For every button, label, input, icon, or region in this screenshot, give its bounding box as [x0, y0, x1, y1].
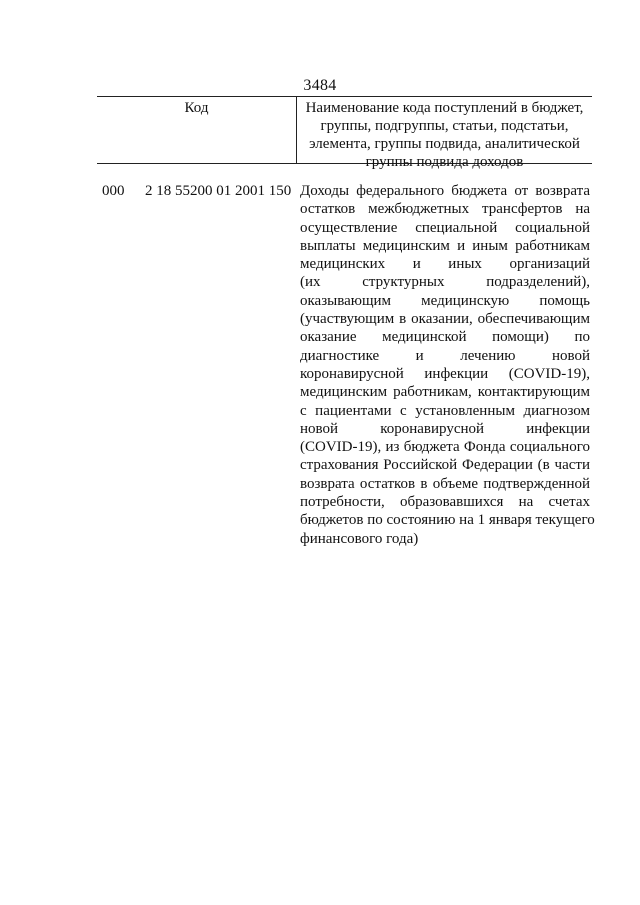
description-line: оказывающим медицинскую помощь	[300, 292, 590, 309]
description-line: медицинским работникам, контактирующим	[300, 384, 590, 401]
description-line: диагностике и лечению новой	[300, 347, 590, 364]
description-line: медицинских и иных организаций	[300, 256, 590, 273]
description-line: (участвующим в оказании, обеспечивающим	[300, 311, 590, 328]
description-line: потребности, образовавшихся на счетах	[300, 494, 590, 511]
description-line: страхования Российской Федерации (в части	[300, 457, 590, 474]
header-name-line: группы подвида доходов	[365, 154, 524, 170]
row-description	[300, 182, 595, 548]
header-name	[297, 97, 592, 170]
description-line: остатков межбюджетных трансфертов на	[300, 201, 590, 218]
budget-code: 2 18 55200 01 2001 150	[145, 183, 292, 199]
table-header	[97, 96, 592, 170]
description-line: возврата остатков в объеме подтвержденной	[300, 475, 590, 492]
admin-code: 000	[102, 183, 125, 199]
page-number: 3484	[303, 77, 337, 94]
description-line: осуществление специальной социальной	[300, 219, 590, 236]
header-name-line: Наименование кода поступлений в бюджет,	[305, 100, 584, 116]
description-line: коронавирусной инфекции (COVID-19),	[300, 365, 590, 382]
description-line: (COVID-19), из бюджета Фонда социального	[300, 439, 590, 456]
description-line: финансового года)	[300, 530, 419, 547]
description-line: оказание медицинской помощи) по	[300, 329, 590, 346]
header-code: Код	[97, 97, 297, 163]
description-line: (их структурных подразделений),	[300, 274, 590, 291]
description-line: выплаты медицинским и иным работникам	[300, 237, 590, 254]
header-name-line: элемента, группы подвида, аналитической	[309, 136, 580, 152]
description-line: бюджетов по состоянию на 1 января текущего	[300, 512, 595, 529]
description-line: Доходы федерального бюджета от возврата	[300, 183, 590, 199]
header-name-line: группы, подгруппы, статьи, подстатьи,	[320, 118, 569, 134]
description-line: новой коронавирусной инфекции	[300, 420, 590, 437]
description-line: с пациентами с установленным диагнозом	[300, 402, 590, 419]
